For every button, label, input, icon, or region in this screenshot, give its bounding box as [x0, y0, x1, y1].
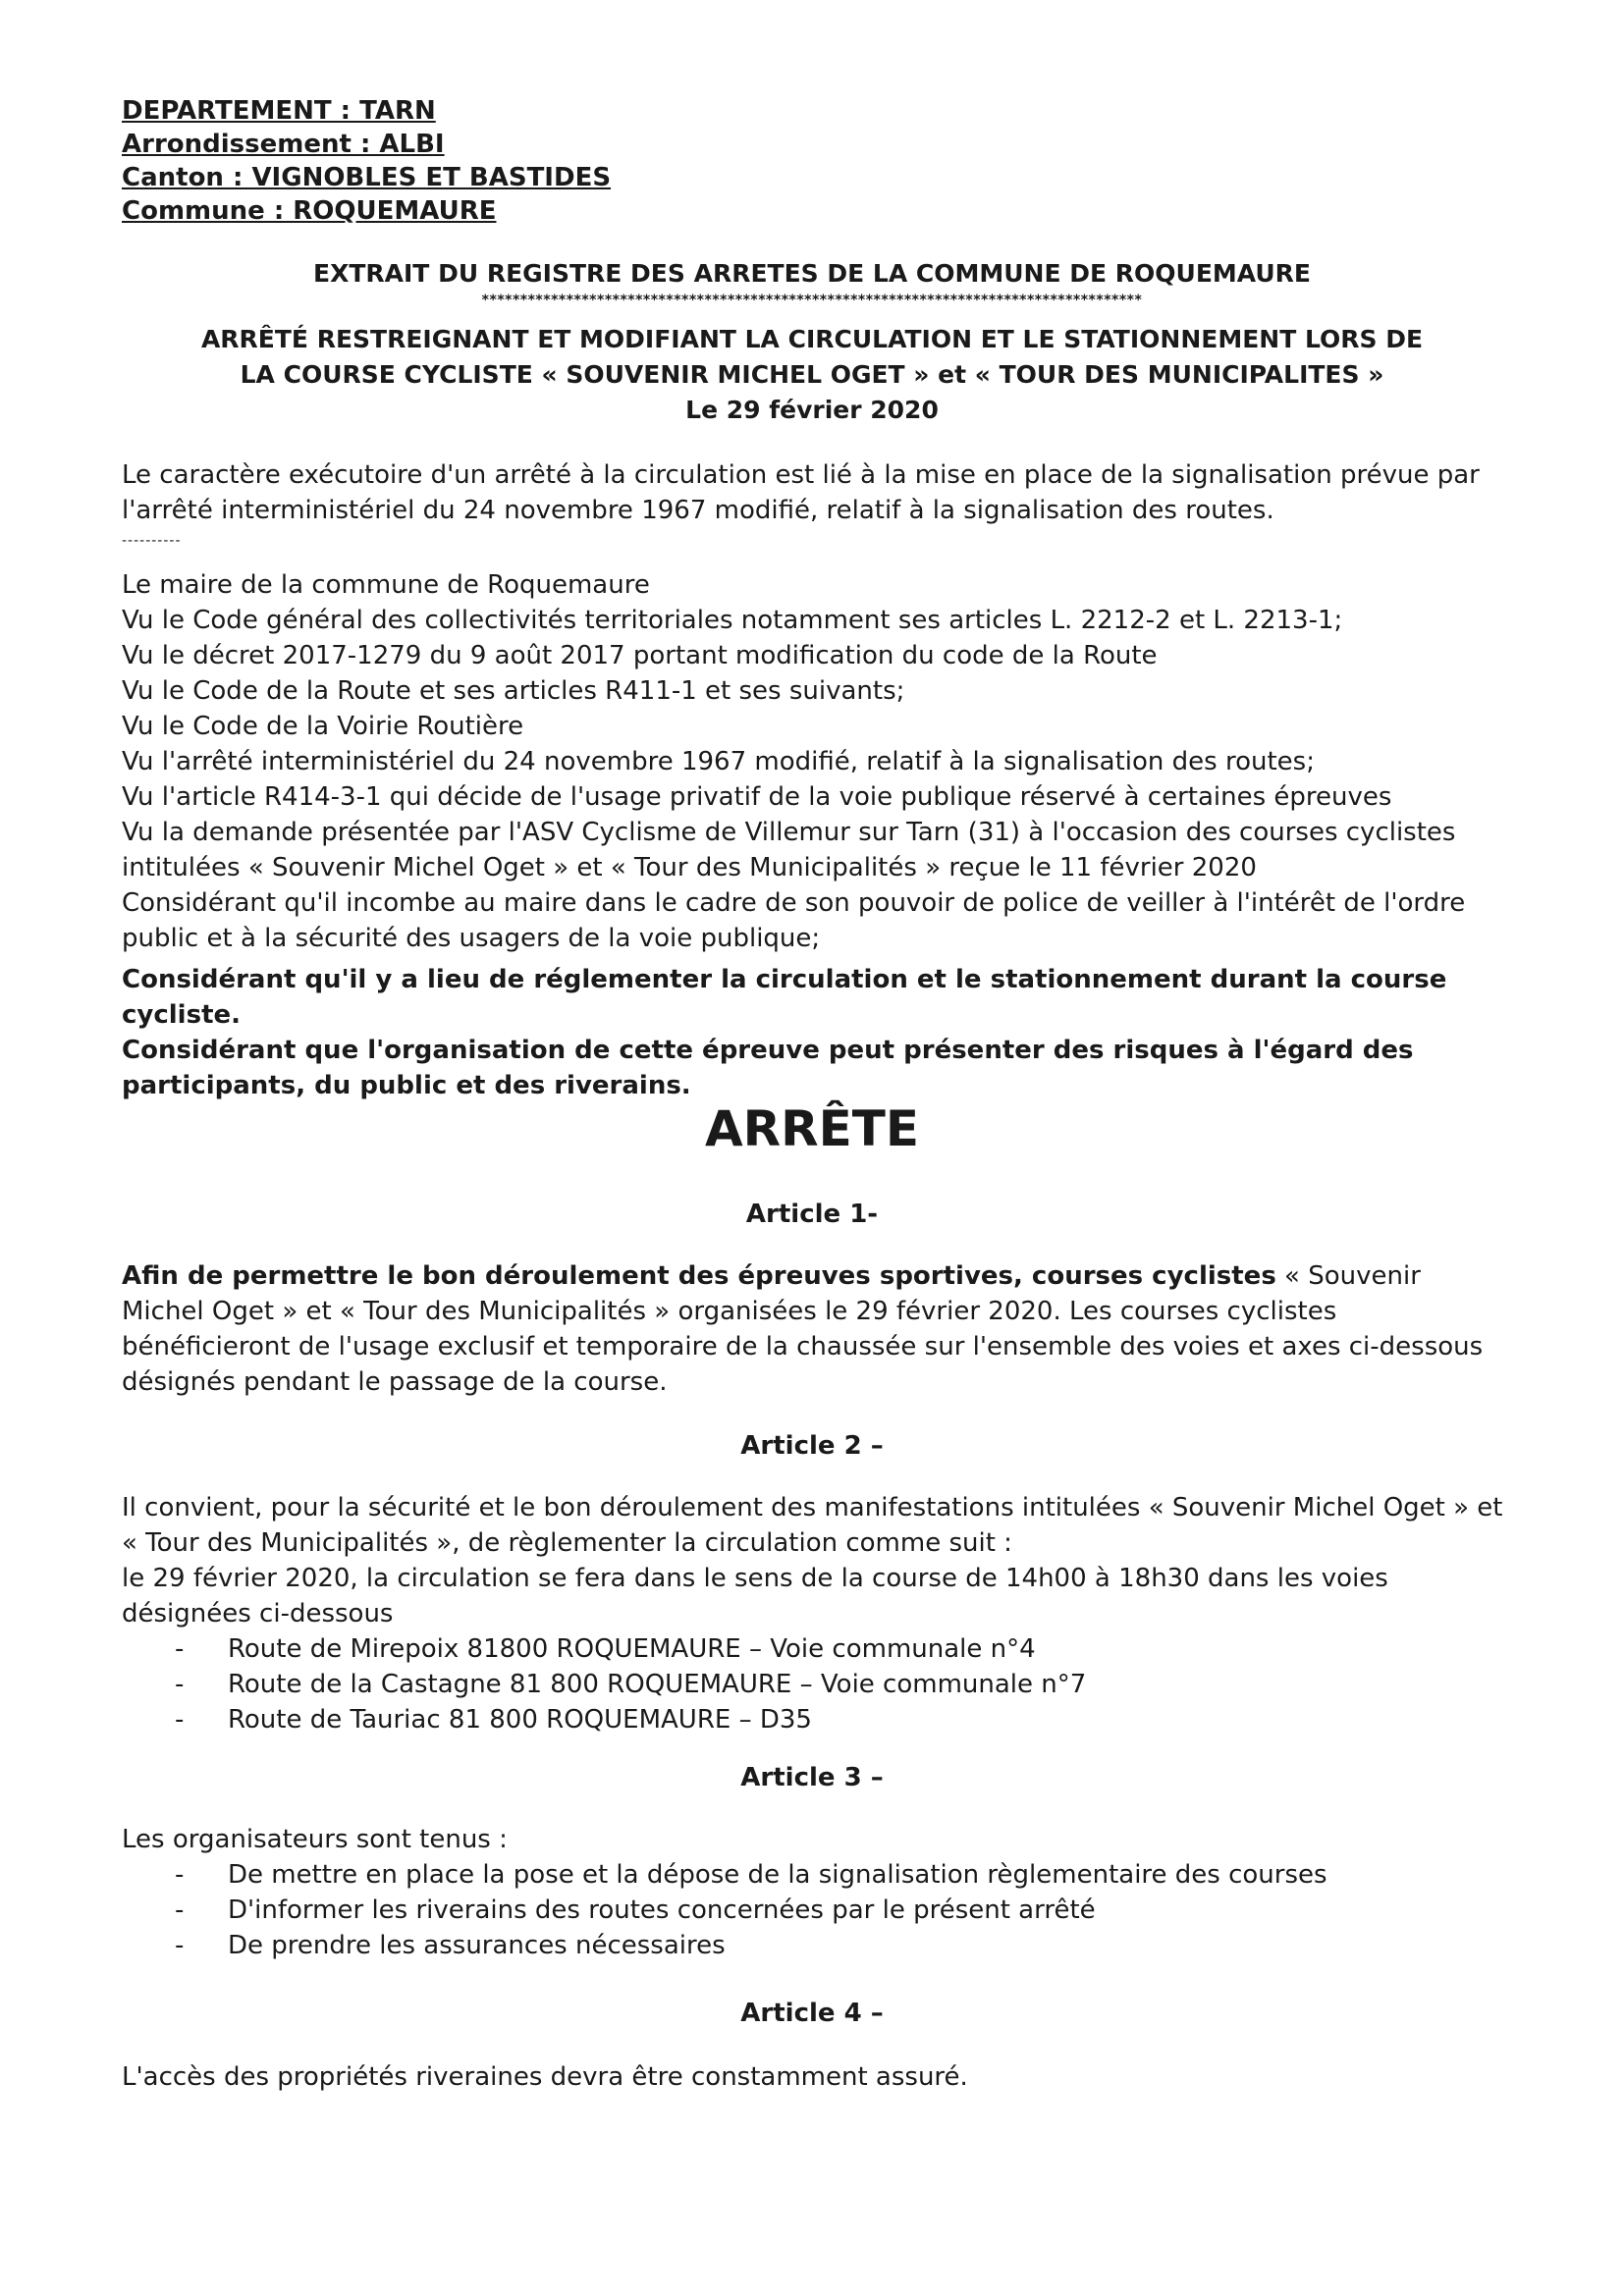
article-2-text-2: le 29 février 2020, la circulation se fera dans le sens de la course de 14h00 à 18h30 dans les voies désignées ci-dessous	[122, 1564, 1388, 1629]
decree-date: Le 29 février 2020	[685, 396, 939, 424]
visa-line: Considérant qu'il incombe au maire dans le cadre de son pouvoir de police de veiller à l'intérêt de l'ordre public et à la sécurité des usagers de la voie publique;	[122, 888, 1466, 953]
extract-title: EXTRAIT DU REGISTRE DES ARRETES DE LA COMMUNE DE ROQUEMAURE	[313, 259, 1311, 288]
article-2-body	[122, 1490, 1506, 1737]
visa-line: Le maire de la commune de Roquemaure	[122, 570, 650, 600]
article-2-heading: Article 2 –	[740, 1431, 884, 1461]
visa-line: Vu le décret 2017-1279 du 9 août 2017 portant modification du code de la Route	[122, 641, 1158, 670]
visa-line: Vu le Code général des collectivités territoriales notamment ses articles L. 2212-2 et L. 2213-1;	[122, 606, 1343, 635]
roads-list	[122, 1631, 1506, 1737]
article-3-body	[122, 1822, 1506, 1963]
visa-line: Vu l'arrêté interministériel du 24 novembre 1967 modifié, relatif à la signalisation des routes;	[122, 747, 1315, 776]
departement-line: DEPARTEMENT : TARN	[122, 96, 436, 126]
list-item: - Route de Tauriac 81 800 ROQUEMAURE – D35	[175, 1702, 1506, 1737]
list-item: - Route de Mirepoix 81800 ROQUEMAURE – Voie communale n°4	[175, 1631, 1506, 1667]
article-4-heading: Article 4 –	[740, 1999, 884, 2028]
decree-title-line-1: ARRÊTÉ RESTREIGNANT ET MODIFIANT LA CIRCULATION ET LE STATIONNEMENT LORS DE	[200, 325, 1424, 353]
article-1-rest: « Souvenir Michel Oget » et « Tour des Municipalités » organisées le 29 février 2020. Les courses cyclistes bénéficieront de l'usage exclusif et temporaire de la chaussée sur l'ensemble des voies et axes ci-dessous désignés pendant le passage de la course.	[122, 1261, 1484, 1397]
commune-line: Commune : ROQUEMAURE	[122, 196, 497, 226]
visa-line: Vu le Code de la Route et ses articles R411-1 et ses suivants;	[122, 676, 905, 706]
article-4-text: L'accès des propriétés riveraines devra être constamment assuré.	[122, 2062, 968, 2092]
article-3-heading: Article 3 –	[740, 1763, 884, 1792]
decree-title	[98, 322, 1526, 428]
decree-title-line-2: LA COURSE CYCLISTE « SOUVENIR MICHEL OGET » et « TOUR DES MUNICIPALITES »	[240, 360, 1384, 389]
article-3-intro: Les organisateurs sont tenus :	[122, 1825, 508, 1854]
visa-line: Vu le Code de la Voirie Routière	[122, 712, 524, 741]
list-item: - Route de la Castagne 81 800 ROQUEMAURE – Voie communale n°7	[175, 1667, 1506, 1702]
article-1-body	[122, 1258, 1506, 1400]
arrondissement-line: Arrondissement : ALBI	[122, 130, 445, 159]
considerants-bold-section	[122, 962, 1506, 1103]
visas-section	[122, 567, 1506, 956]
considerant-bold: Considérant qu'il y a lieu de réglementer la circulation et le stationnement durant la course cycliste.	[122, 965, 1447, 1030]
list-item: - D'informer les riverains des routes concernées par le présent arrêté	[175, 1893, 1506, 1928]
list-item: - De prendre les assurances nécessaires	[175, 1928, 1506, 1963]
article-1-heading: Article 1-	[745, 1200, 879, 1229]
article-2-text-1: Il convient, pour la sécurité et le bon déroulement des manifestations intitulées « Souvenir Michel Oget » et « Tour des Municipalités », de règlementer la circulation comme suit :	[122, 1493, 1503, 1558]
canton-line: Canton : VIGNOBLES ET BASTIDES	[122, 163, 612, 192]
stars-separator: **************************************************************************************	[481, 293, 1143, 308]
preamble-text: Le caractère exécutoire d'un arrêté à la circulation est lié à la mise en place de la signalisation prévue par l'arrêté interministériel du 24 novembre 1967 modifié, relatif à la signalisation des routes.	[122, 460, 1480, 525]
article-4-body	[122, 2059, 1506, 2095]
article-1-bold-lead: Afin de permettre le bon déroulement des épreuves sportives, courses cyclistes	[122, 1261, 1276, 1291]
dash-separator: ----------	[122, 533, 182, 549]
article-1-text	[122, 1258, 1506, 1400]
arrete-heading: ARRÊTE	[704, 1100, 920, 1157]
considerant-bold: Considérant que l'organisation de cette épreuve peut présenter des risques à l'égard des participants, du public et des riverains.	[122, 1036, 1414, 1100]
obligations-list	[122, 1857, 1506, 1963]
visa-line: Vu la demande présentée par l'ASV Cyclisme de Villemur sur Tarn (31) à l'occasion des courses cyclistes intitulées « Souvenir Michel Oget » et « Tour des Municipalités » reçue le 11 février 2020	[122, 818, 1456, 882]
administrative-header	[122, 94, 711, 228]
list-item: - De mettre en place la pose et la dépose de la signalisation règlementaire des courses	[175, 1857, 1506, 1893]
preamble-section	[122, 457, 1506, 550]
visa-line: Vu l'article R414-3-1 qui décide de l'usage privatif de la voie publique réservé à certaines épreuves	[122, 782, 1392, 812]
